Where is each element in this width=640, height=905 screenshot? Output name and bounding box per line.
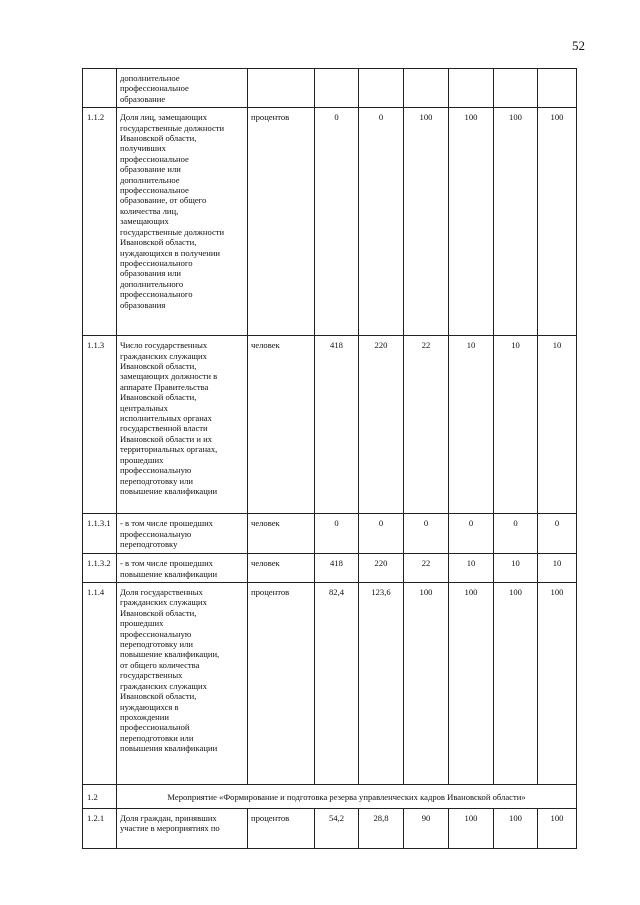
row-description [117, 336, 248, 514]
description-line: территориальных органах, [120, 444, 218, 455]
description-line: Ивановской области, [120, 607, 197, 618]
row-value: 100 [538, 108, 577, 336]
indicators-table [82, 68, 577, 849]
description-line: профессиональную [120, 528, 192, 539]
table-row [83, 514, 577, 554]
row-value: 123,6 [359, 583, 404, 785]
description-line: аппарате Правительства [120, 381, 209, 392]
description-line: профессиональное [120, 185, 189, 196]
description-line: замещающих должности в [120, 371, 218, 382]
table-row [83, 554, 577, 583]
row-value: 22 [404, 336, 449, 514]
description-line: Доля лиц, замещающих [120, 112, 208, 123]
description-line: государственных [120, 670, 183, 681]
row-description [117, 69, 248, 108]
description-line: Ивановской области, [120, 237, 197, 248]
description-line: Ивановской области, [120, 361, 197, 372]
description-line: гражданских служащих [120, 350, 207, 361]
row-number: 1.1.3.2 [83, 554, 117, 583]
row-unit: человек [248, 554, 315, 583]
description-line: - в том числе прошедших [120, 518, 213, 529]
description-line: образование [120, 93, 166, 104]
row-value: 10 [449, 554, 494, 583]
section-row [83, 785, 577, 809]
row-description [117, 583, 248, 785]
description-line: профессиональное [120, 83, 189, 94]
description-line: дополнительное [120, 174, 180, 185]
row-value [538, 69, 577, 108]
row-value: 100 [494, 108, 538, 336]
description-line: Доля государственных [120, 587, 203, 598]
row-value: 0 [359, 108, 404, 336]
description-line: исполнительных органах [120, 413, 212, 424]
row-number: 1.2.1 [83, 809, 117, 849]
section-number: 1.2 [83, 785, 117, 809]
row-value: 0 [538, 514, 577, 554]
row-value: 100 [538, 583, 577, 785]
row-value: 100 [494, 809, 538, 849]
description-line: профессионального [120, 289, 193, 300]
description-line: государственные должности [120, 226, 225, 237]
description-line: образования [120, 299, 166, 310]
row-value [359, 69, 404, 108]
row-value [449, 69, 494, 108]
description-line: получивших [120, 143, 166, 154]
description-line: количества лиц, [120, 205, 179, 216]
table-row [83, 809, 577, 849]
description-line: дополнительного [120, 278, 184, 289]
row-value: 0 [315, 514, 359, 554]
row-value: 100 [449, 583, 494, 785]
row-value: 0 [449, 514, 494, 554]
row-value: 100 [404, 108, 449, 336]
description-line: профессионального [120, 257, 193, 268]
row-unit [248, 69, 315, 108]
row-value [404, 69, 449, 108]
description-line: участие в мероприятиях по [120, 823, 220, 834]
description-line: замещающих [120, 216, 169, 227]
row-unit: процентов [248, 809, 315, 849]
description-line: Ивановской области, [120, 691, 197, 702]
row-number: 1.1.4 [83, 583, 117, 785]
description-line: Доля граждан, принявших [120, 813, 217, 824]
table-body [83, 69, 577, 849]
row-value: 82,4 [315, 583, 359, 785]
row-value: 100 [449, 108, 494, 336]
row-description [117, 514, 248, 554]
description-line: государственной власти [120, 423, 208, 434]
description-line: образования или [120, 268, 181, 279]
description-line: повышение квалификации [120, 568, 218, 579]
row-value: 10 [449, 336, 494, 514]
row-value: 100 [494, 583, 538, 785]
description-line: гражданских служащих [120, 597, 207, 608]
row-value: 54,2 [315, 809, 359, 849]
description-line: профессиональную [120, 465, 192, 476]
description-line: прошедших [120, 618, 164, 629]
description-line: центральных [120, 402, 168, 413]
description-line: переподготовку или [120, 639, 194, 650]
row-unit: человек [248, 336, 315, 514]
row-value: 418 [315, 554, 359, 583]
row-number [83, 69, 117, 108]
row-value: 0 [404, 514, 449, 554]
description-line: повышение квалификации [120, 485, 218, 496]
description-line: государственные должности [120, 122, 225, 133]
description-line: профессиональную [120, 628, 192, 639]
row-unit: процентов [248, 583, 315, 785]
description-line: Ивановской области и их [120, 433, 212, 444]
description-line: нуждающихся в [120, 701, 179, 712]
description-line: повышения квалификации [120, 743, 218, 754]
row-value: 100 [449, 809, 494, 849]
description-line: переподготовку или [120, 475, 194, 486]
row-value: 28,8 [359, 809, 404, 849]
description-line: от общего количества [120, 659, 200, 670]
description-line: образование или [120, 164, 181, 175]
description-line: повышение квалификации, [120, 649, 220, 660]
row-description [117, 554, 248, 583]
section-title: Мероприятие «Формирование и подготовка резерва управленческих кадров Ивановской области» [117, 785, 577, 809]
description-line: переподготовки или [120, 732, 194, 743]
row-value: 90 [404, 809, 449, 849]
row-value [315, 69, 359, 108]
row-value: 0 [359, 514, 404, 554]
row-description [117, 108, 248, 336]
row-number: 1.1.3 [83, 336, 117, 514]
description-line: прошедших [120, 454, 164, 465]
description-line: нуждающихся в получении [120, 247, 221, 258]
description-line: профессиональной [120, 722, 190, 733]
row-unit: человек [248, 514, 315, 554]
description-line: образование, от общего [120, 195, 207, 206]
description-line: дополнительное [120, 73, 180, 83]
description-line: Ивановской области, [120, 133, 197, 144]
row-value: 10 [538, 336, 577, 514]
description-line: гражданских служащих [120, 680, 207, 691]
row-number: 1.1.3.1 [83, 514, 117, 554]
row-value: 220 [359, 336, 404, 514]
row-number: 1.1.2 [83, 108, 117, 336]
row-value [494, 69, 538, 108]
row-value: 10 [494, 336, 538, 514]
row-value: 22 [404, 554, 449, 583]
table-row [83, 583, 577, 785]
description-line: - в том числе прошедших [120, 558, 213, 569]
row-unit: процентов [248, 108, 315, 336]
row-value: 0 [494, 514, 538, 554]
description-line: Число государственных [120, 340, 208, 351]
row-value: 220 [359, 554, 404, 583]
row-value: 100 [538, 809, 577, 849]
row-description [117, 809, 248, 849]
row-value: 10 [494, 554, 538, 583]
row-value: 10 [538, 554, 577, 583]
row-value: 0 [315, 108, 359, 336]
table-row [83, 69, 577, 108]
description-line: переподготовку [120, 539, 178, 550]
row-value: 418 [315, 336, 359, 514]
description-line: прохождении [120, 711, 169, 722]
table-row [83, 108, 577, 336]
description-line: Ивановской области, [120, 392, 197, 403]
table-row [83, 336, 577, 514]
description-line: профессиональное [120, 153, 189, 164]
row-value: 100 [404, 583, 449, 785]
page-number: 52 [572, 38, 585, 53]
